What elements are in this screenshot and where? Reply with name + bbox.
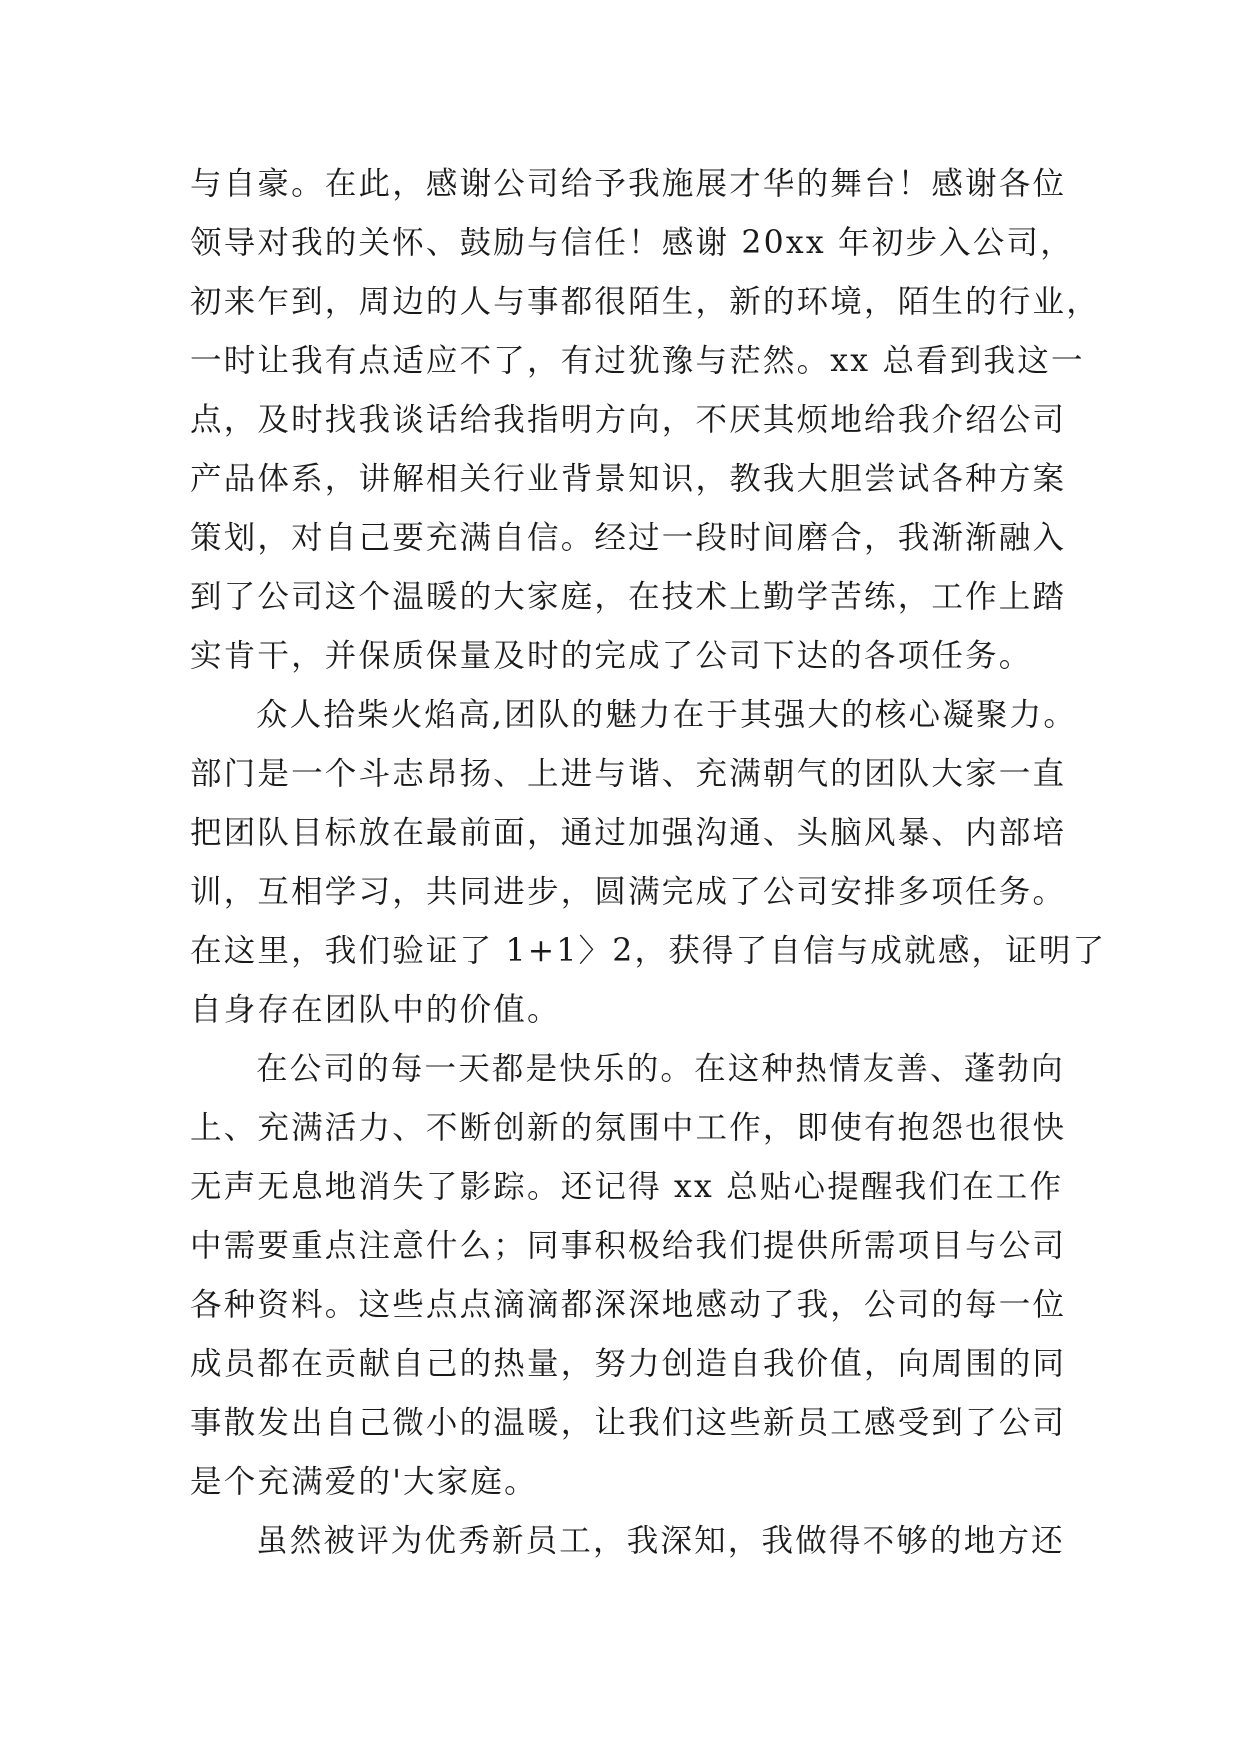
text-line: 是个充满爱的'大家庭。 bbox=[190, 1464, 538, 1500]
text-line: 训，互相学习，共同进步，圆满完成了公司安排多项任务。 bbox=[190, 874, 1067, 910]
text-line: 实肯干，并保质保量及时的完成了公司下达的各项任务。 bbox=[190, 638, 1033, 674]
text-line: 策划，对自己要充满自信。经过一段时间磨合，我渐渐融入 bbox=[190, 520, 1067, 556]
text-line: 自身存在团队中的价值。 bbox=[190, 992, 561, 1028]
text-line: 上、充满活力、不断创新的氛围中工作，即使有抱怨也很快 bbox=[190, 1110, 1067, 1146]
text-line: 把团队目标放在最前面，通过加强沟通、头脑风暴、内部培 bbox=[190, 815, 1067, 851]
paragraph-start-line: 在公司的每一天都是快乐的。在这种热情友善、蓬勃向 bbox=[256, 1051, 1065, 1087]
paragraph-start-line: 虽然被评为优秀新员工，我深知，我做得不够的地方还 bbox=[256, 1523, 1065, 1559]
text-line: 成员都在贡献自己的热量，努力创造自我价值，向周围的同 bbox=[190, 1346, 1067, 1382]
paragraph-start-line: 众人拾柴火焰高,团队的魅力在于其强大的核心凝聚力。 bbox=[256, 697, 1078, 733]
text-line: 在这里，我们验证了 1+1〉2，获得了自信与成就感，证明了 bbox=[190, 933, 1107, 969]
text-line: 部门是一个斗志昂扬、上进与谐、充满朝气的团队大家一直 bbox=[190, 756, 1067, 792]
text-line: 与自豪。在此，感谢公司给予我施展才华的舞台！感谢各位 bbox=[190, 166, 1067, 202]
text-line: 点，及时找我谈话给我指明方向，不厌其烦地给我介绍公司 bbox=[190, 402, 1067, 438]
text-line: 初来乍到，周边的人与事都很陌生，新的环境，陌生的行业， bbox=[190, 284, 1100, 320]
text-line: 中需要重点注意什么；同事积极给我们提供所需项目与公司 bbox=[190, 1228, 1067, 1264]
text-line: 事散发出自己微小的温暖，让我们这些新员工感受到了公司 bbox=[190, 1405, 1067, 1441]
text-line: 产品体系，讲解相关行业背景知识，教我大胆尝试各种方案 bbox=[190, 461, 1067, 497]
body-text bbox=[190, 155, 1107, 1571]
text-line: 到了公司这个温暖的大家庭，在技术上勤学苦练，工作上踏 bbox=[190, 579, 1067, 615]
text-line: 领导对我的关怀、鼓励与信任！感谢 20xx 年初步入公司， bbox=[190, 225, 1074, 261]
text-line: 各种资料。这些点点滴滴都深深地感动了我，公司的每一位 bbox=[190, 1287, 1067, 1323]
text-line: 无声无息地消失了影踪。还记得 xx 总贴心提醒我们在工作 bbox=[190, 1169, 1064, 1205]
text-line: 一时让我有点适应不了，有过犹豫与茫然。xx 总看到我这一 bbox=[190, 343, 1085, 379]
